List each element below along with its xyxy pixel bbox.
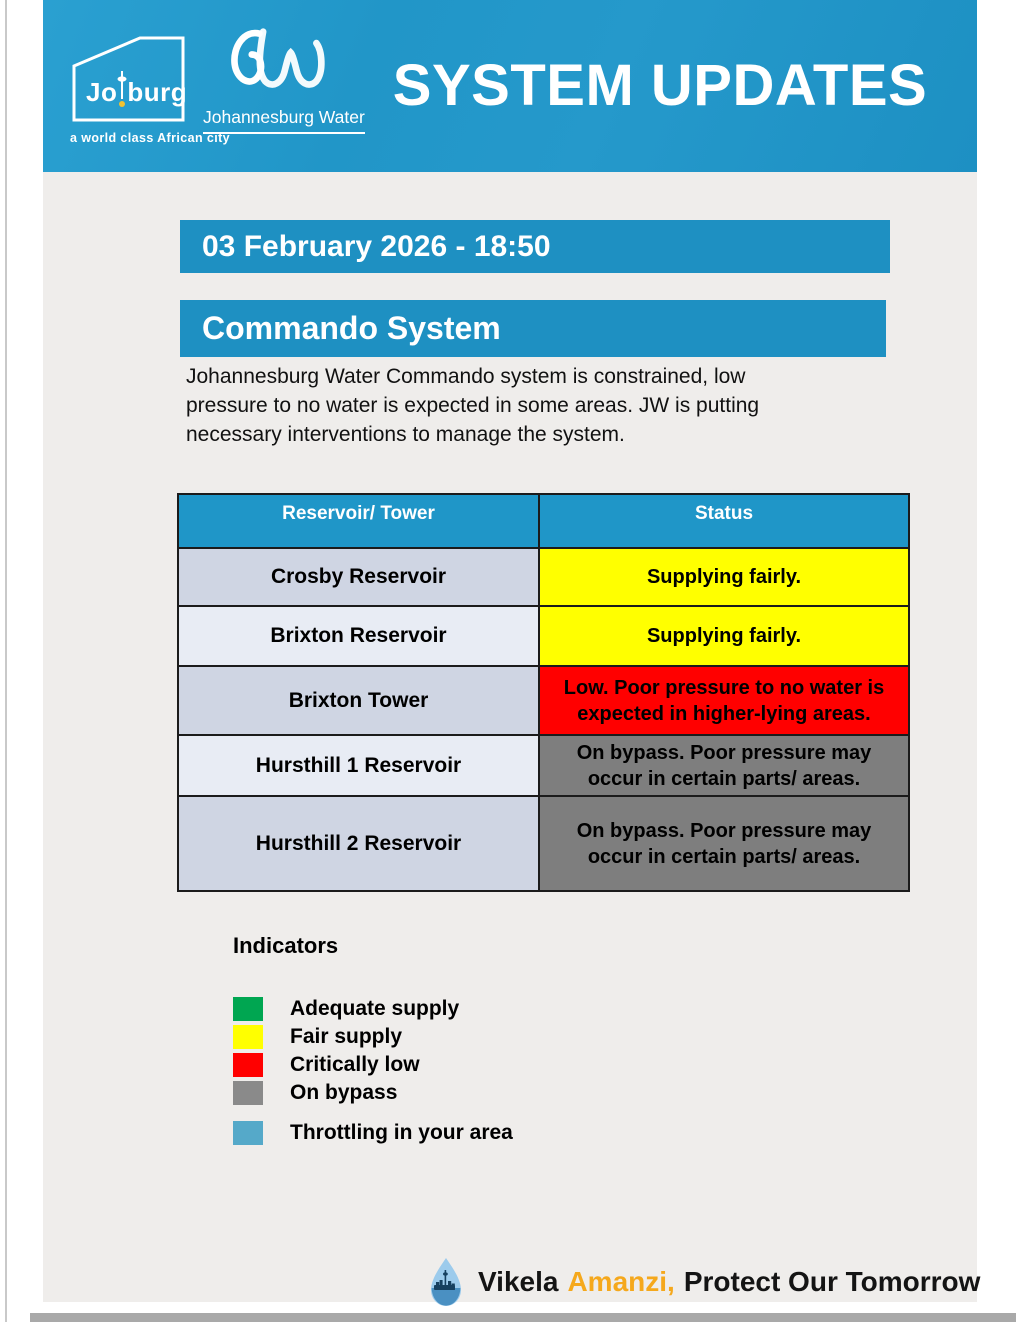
fair-supply-swatch (233, 1025, 263, 1049)
section-banner (180, 300, 886, 357)
legend-item (233, 1053, 513, 1077)
column-header-status: Status (539, 494, 909, 548)
masthead (43, 0, 977, 172)
legend-item (233, 1025, 513, 1049)
joburg-tower-icon (114, 71, 130, 101)
date-banner-text: 03 February 2026 - 18:50 (202, 229, 551, 263)
joburg-word-part1: Jo (86, 77, 118, 107)
indicators-title: Indicators (233, 933, 339, 958)
reservoir-status-table (177, 493, 910, 892)
joburg-gold-dot (119, 101, 125, 107)
reservoir-name-cell: Brixton Tower (178, 666, 539, 735)
page-title: SYSTEM UPDATES (392, 53, 928, 118)
joburg-logo (72, 36, 188, 122)
bottom-strip (30, 1313, 1016, 1322)
slogan-highlight: Amanzi, (567, 1266, 675, 1297)
section-description: Johannesburg Water Commando system is constrained, low pressure to no water is expected in some areas. JW is putting necessary interventions to manage the system. (186, 365, 760, 446)
water-drop-icon (428, 1256, 464, 1308)
legend-item (233, 1081, 513, 1105)
section-title: Commando System (202, 310, 501, 346)
slogan-part1: Vikela (478, 1266, 559, 1297)
jw-logo-name: Johannesburg Water (203, 107, 365, 134)
on-bypass-swatch (233, 1081, 263, 1105)
legend-label: Fair supply (290, 1025, 403, 1048)
status-cell: Supplying fairly. (539, 548, 909, 606)
critically-low-swatch (233, 1053, 263, 1077)
column-header-reservoir: Reservoir/ Tower (178, 494, 539, 548)
status-cell: Supplying fairly. (539, 606, 909, 666)
legend-label: Critically low (290, 1053, 420, 1076)
jw-wave-icon (203, 26, 348, 102)
joburg-word-part2: burg (127, 77, 188, 107)
table-row (178, 548, 909, 606)
table-row (178, 796, 909, 891)
legend-label: On bypass (290, 1081, 398, 1104)
date-banner (180, 220, 890, 273)
legend-item (233, 997, 513, 1021)
legend-item (233, 1121, 513, 1145)
reservoir-name-cell: Crosby Reservoir (178, 548, 539, 606)
footer-slogan (428, 1254, 980, 1310)
throttling-swatch (233, 1121, 263, 1145)
status-cell: On bypass. Poor pressure may occur in certain parts/ areas. (539, 796, 909, 891)
status-cell: On bypass. Poor pressure may occur in certain parts/ areas. (539, 735, 909, 796)
table-row (178, 606, 909, 666)
reservoir-name-cell: Hursthill 2 Reservoir (178, 796, 539, 891)
table-header-row (178, 494, 909, 548)
slogan-part2: Protect Our Tomorrow (683, 1266, 981, 1297)
legend-label: Throttling in your area (290, 1121, 513, 1144)
indicators-legend (233, 933, 513, 1145)
joburg-logo-wordmark (86, 77, 187, 108)
status-cell: Low. Poor pressure to no water is expected in higher-lying areas. (539, 666, 909, 735)
reservoir-name-cell: Hursthill 1 Reservoir (178, 735, 539, 796)
table-row (178, 735, 909, 796)
legend-label: Adequate supply (290, 997, 460, 1020)
joburg-tagline: a world class African city (70, 131, 230, 145)
page-edge-line (5, 0, 7, 1322)
reservoir-name-cell: Brixton Reservoir (178, 606, 539, 666)
table-row (178, 666, 909, 735)
adequate-supply-swatch (233, 997, 263, 1021)
